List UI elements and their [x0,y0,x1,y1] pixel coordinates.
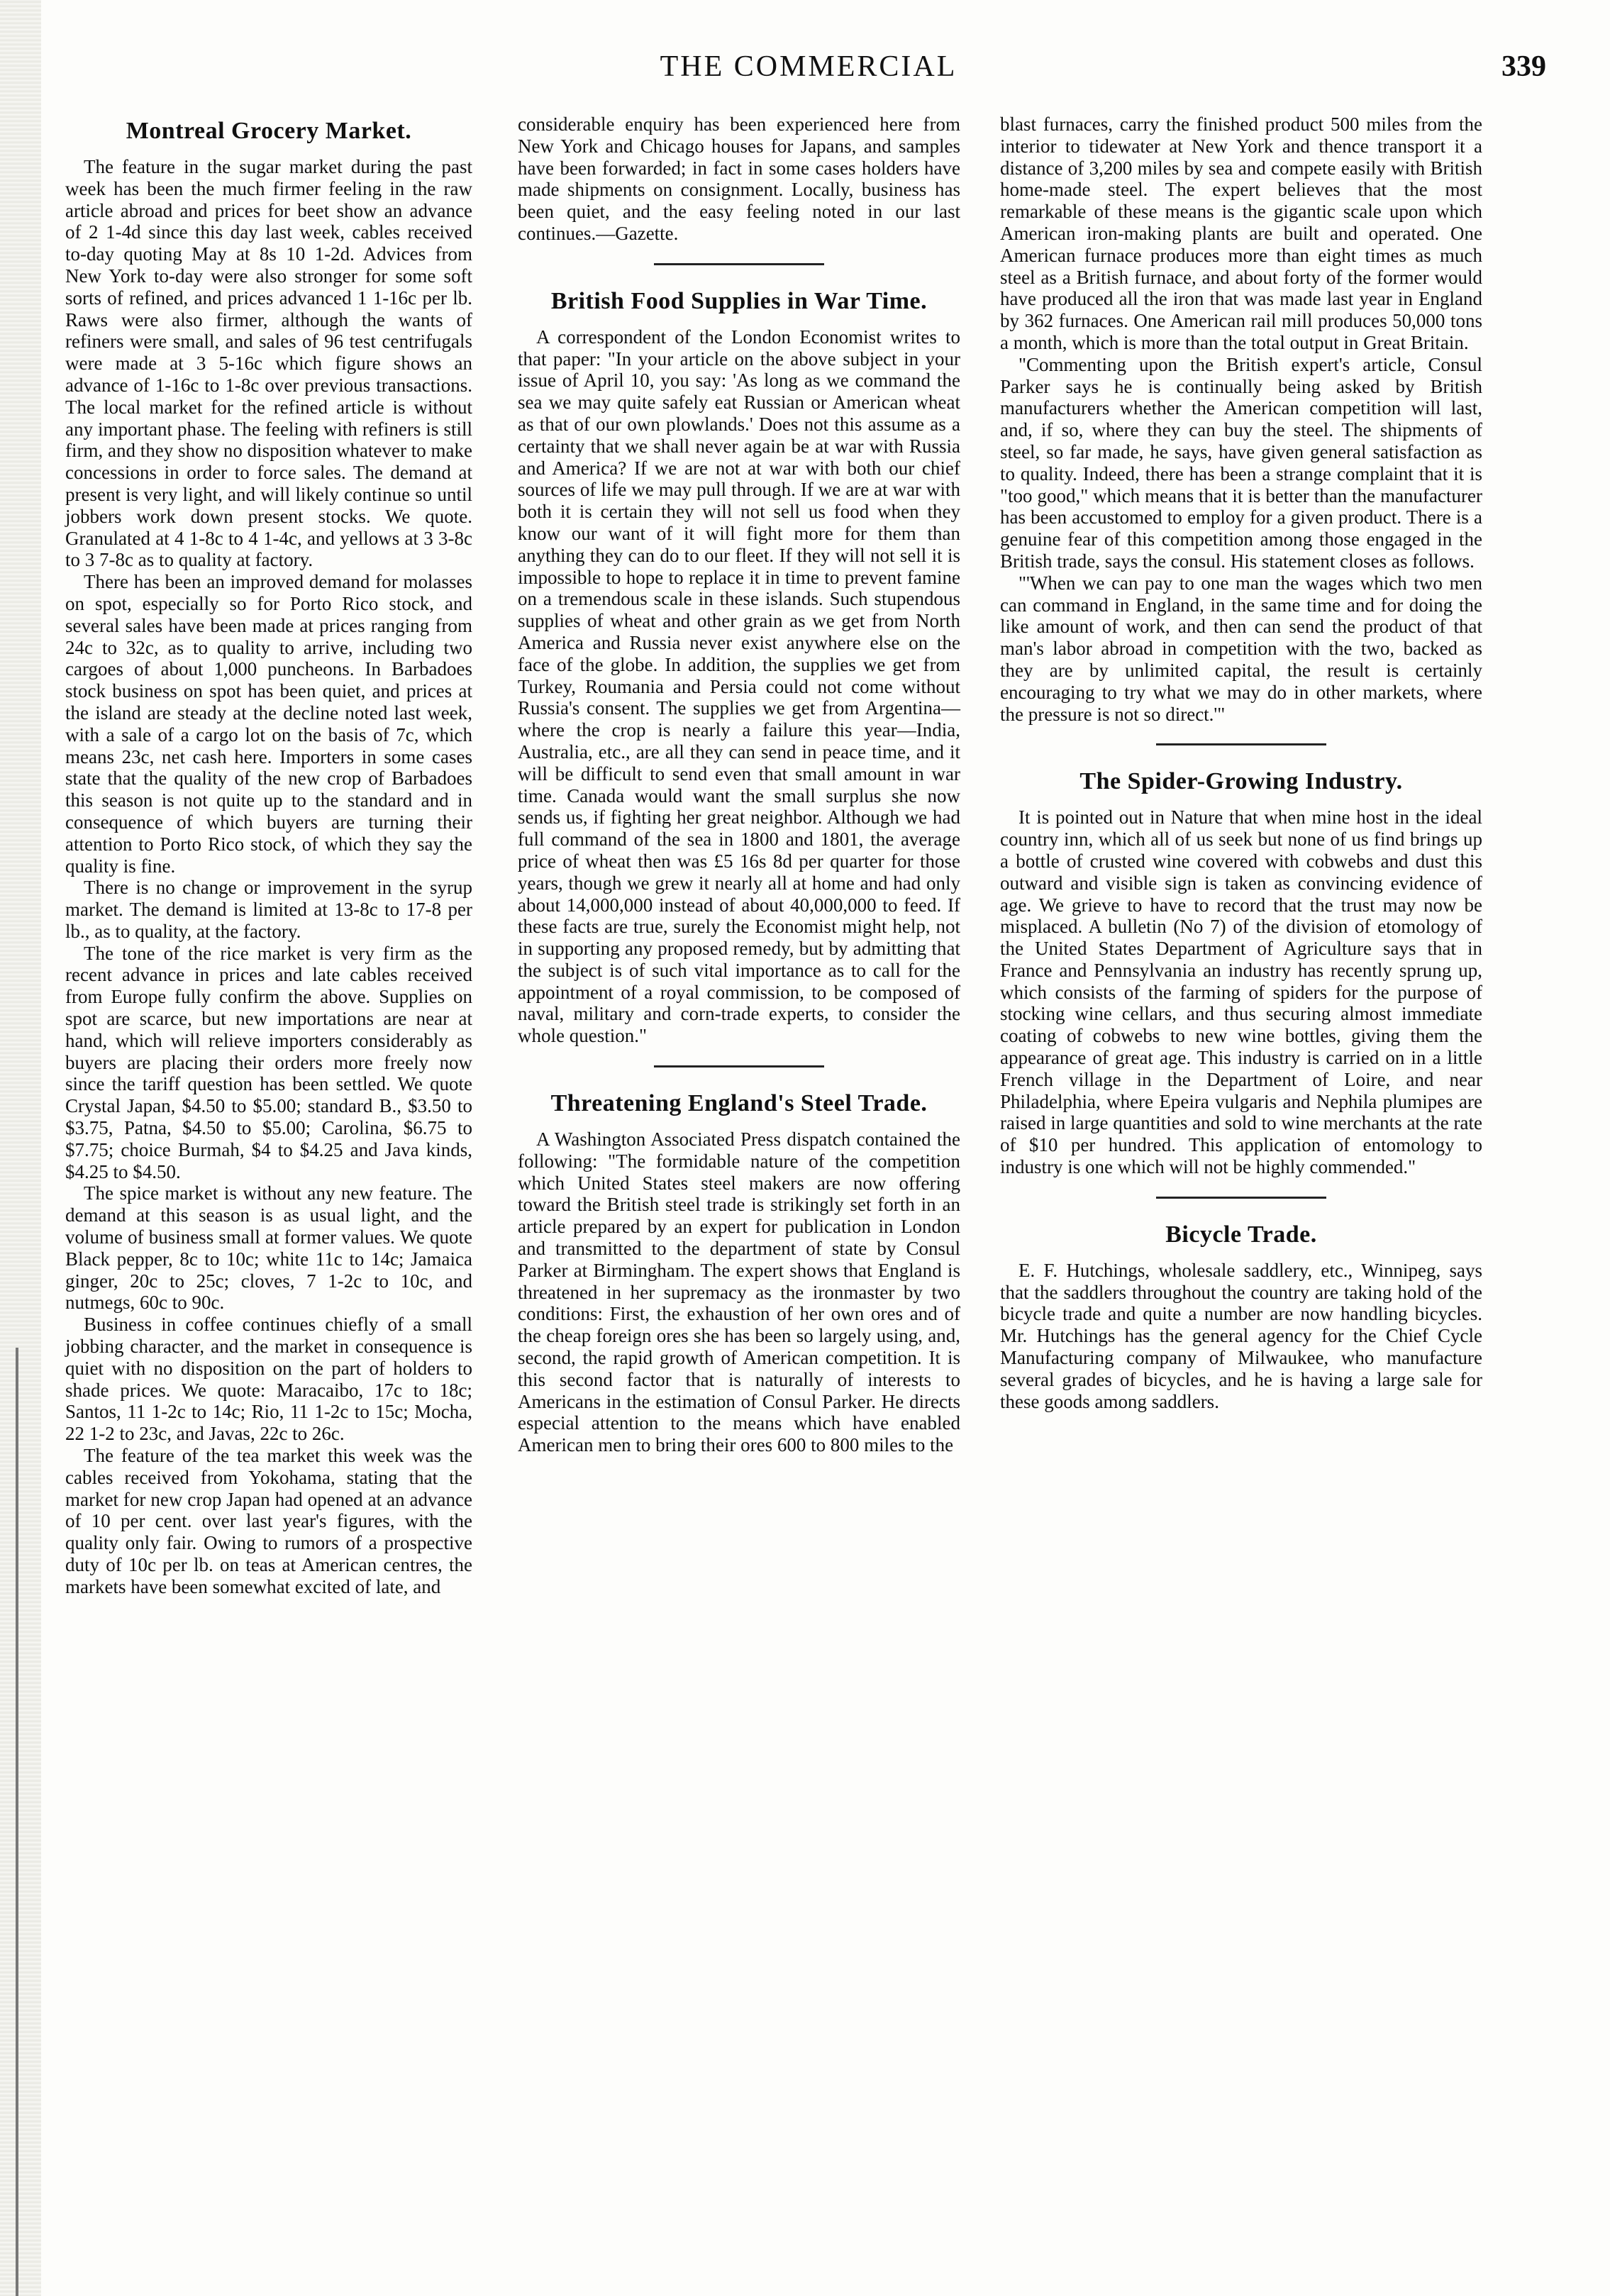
paragraph: There is no change or improvement in the syrup market. The demand is limited at 13-8c to 17-8 per lb., as to quality, at the factory. [65,877,472,942]
headline-steel-trade: Threatening England's Steel Trade. [550,1090,928,1117]
article-divider [654,263,824,265]
headline-spider-growing: The Spider-Growing Industry. [1079,768,1403,795]
column-3 [1000,113,1482,1412]
column-2 [518,113,960,1456]
binding-edge [0,0,41,2296]
paragraph: "Commenting upon the British expert's article, Consul Parker says he is continually being asked by British manufacturers whether the American competition will last, and, if so, where they can buy the steel. The shipments of steel, so far made, he says, have given general satisfaction as to quality. Indeed, there has been a strange complaint that it is "too good," which means that it is better than the manufacturer has been accustomed to employ for a given product. There is a genuine fear of this competition among those engaged in the British trade, says the consul. His statement closes as follows. [1000,353,1482,572]
paragraph: A Washington Associated Press dispatch contained the following: "The formidable nature of the competition which United States steel makers are now offering toward the British steel trade is strikingly set forth in an article prepared by an expert for publication in London and transmitted to the department of state by Consul Parker at Birmingham. The expert shows that England is threatened in her supremacy as the ironmaster by two conditions: First, the exhaustion of her own ores and of the cheap foreign ores she has been so largely using, and, second, the rapid growth of American competition. It is this second factor that is naturally of interests to Americans in the estimation of Consul Parker. He directs especial attention to the means which have enabled American men to bring their ores 600 to 800 miles to the [518,1128,960,1456]
column-1 [65,113,472,1598]
running-head: THE COMMERCIAL [660,50,957,83]
paragraph: blast furnaces, carry the finished product 500 miles from the interior to tidewater at New York and thence transport it a distance of 3,200 miles by sea and compete easily with British home-made steel. The expert believes that the most remarkable of these means is the gigantic scale upon which American iron-making plants are built and operated. One American furnace produces more than eight times as much steel as a British furnace, and about forty of the former would have produced all the iron that was made last year in England by 362 furnaces. One American rail mill produces 50,000 tons a month, which is more than the total output in Great Britain. [1000,113,1482,353]
page-number: 339 [1501,50,1546,83]
page-header [71,50,1546,92]
paragraph: considerable enquiry has been experienced here from New York and Chicago houses for Japans, and samples have been forwarded; in fact in some cases holders have made shipments on consignment. Locally, business has been quiet, and the easy feeling noted in our last continues.—Gazette. [518,113,960,244]
paragraph: It is pointed out in Nature that when mine host in the ideal country inn, which all of us seek but none of us find brings up a bottle of crusted wine covered with cobwebs and dust this outward and visible sign is taken as convincing evidence of age. We grieve to have to record that the trust may now be misplaced. A bulletin (No 7) of the division of etomology of the United States Department of Agriculture says that in France and Pennsylvania an industry has recently sprung up, which consists of the farming of spiders for the purpose of stocking wine cellars, and thus securing almost immediate coating of cobwebs to new wine bottles, giving them the appearance of great age. This industry is carried on in a little French village in the Department of Loire, and near Philadelphia, where Epeira vulgaris and Nephila plumipes are raised in large quantities and sold to wine merchants at the rate of $10 per hundred. This application of entomology to industry is one which will not be highly commended." [1000,806,1482,1178]
paragraph: "'When we can pay to one man the wages which two men can command in England, in the same time and for doing the like amount of work, and then can send the product of that man's labor abroad in competition with the two, backed as they are by unlimited capital, the result is certainly encouraging to try what we may do in other markets, where the pressure is not so direct.'" [1000,572,1482,725]
paragraph: E. F. Hutchings, wholesale saddlery, etc., Winnipeg, says that the saddlers throughout the country are taking hold of the bicycle trade and quite a number are now handling bicycles. Mr. Hutchings has the general agency for the Chief Cycle Manufacturing company of Milwaukee, who manufacture several grades of bicycles, and he is having a large sale for these goods among saddlers. [1000,1259,1482,1412]
paragraph: A correspondent of the London Economist writes to that paper: "In your article on the above subject in your issue of April 10, you say: 'As long as we command the sea we may quite safely eat Russian or American wheat as that of our own plowlands.' Does not this assume as a certainty that we shall never again be at war with Russia and America? If we are not at war with both our chief sources of life we may pull through. If we are at war with both it is certain they will not sell us food when they know our want of it will fight more for them than anything they can do to our fleet. If they will not sell it is impossible to hope to replace it in time to prevent famine on a tremendous scale in these islands. Such stupendous supplies of wheat and other grain as we get from North America and Russia never exist anywhere else on the face of the globe. In addition, the supplies we get from Turkey, Roumania and Persia could not come without Russia's consent. The supplies we get from Argentina—where the crop is nearly a failure this year—India, Australia, etc., are all they can send in peace time, and it will be difficult to send even that small amount in war time. Canada would want the small surplus she now sends us, if fighting her great neighbor. Although we had full command of the sea in 1800 and 1801, the average price of wheat then was £5 16s 8d per quarter for those years, though we grew it nearly all at home and had only about 14,000,000 instead of about 40,000,000 to feed. If these facts are true, surely the Economist might help, not in supporting any proposed remedy, but by admitting that the subject is of such vital importance as to call for the appointment of a royal commission, to be composed of naval, military and corn-trade experts, to consider the whole question." [518,326,960,1047]
paragraph: The tone of the rice market is very firm as the recent advance in prices and late cables received from Europe fully confirm the above. Supplies on spot are scarce, but new importations are near at hand, which will relieve importers considerably as buyers are placing their orders more freely now since the tariff question has been settled. We quote Crystal Japan, $4.50 to $5.00; standard B., $3.50 to $3.75, Patna, $4.50 to $5.00; Carolina, $6.75 to $7.75; choice Burmah, $4 to $4.25 and Java kinds, $4.25 to $4.50. [65,942,472,1182]
headline-bicycle-trade: Bicycle Trade. [1165,1221,1317,1248]
paragraph: There has been an improved demand for molasses on spot, especially so for Porto Rico stock, and several sales have been made at prices ranging from 24c to 32c, as to quality to arrive, including two cargoes of about 1,000 puncheons. In Barbadoes stock business on spot has been quiet, and prices at the island are steady at the decline noted last week, with a sale of a cargo lot on the basis of 7c, which means 23c, net cash here. Importers in some cases state that the quality of the new crop of Barbadoes this season is not quite up to the standard and in consequence of which buyers are turning their attention to Porto Rico stock, of which they say the quality is fine. [65,571,472,877]
headline-british-food: British Food Supplies in War Time. [550,287,928,314]
paragraph: The feature of the tea market this week was the cables received from Yokohama, stating that the market for new crop Japan had opened at an advance of 10 per cent. over last year's figures, with the quality only fair. Owing to rumors of a prospective duty of 10c per lb. on teas at American centres, the markets have been somewhat excited of late, and [65,1445,472,1597]
article-divider [1156,1197,1326,1199]
article-divider [654,1065,824,1067]
paragraph: The spice market is without any new feature. The demand at this season is as usual light, and the volume of business small at former values. We quote Black pepper, 8c to 10c; white 11c to 14c; Jamaica ginger, 20c to 25c; cloves, 7 1-2c to 10c, and nutmegs, 60c to 90c. [65,1182,472,1314]
margin-rule [16,1348,18,2296]
article-divider [1156,743,1326,745]
paragraph: The feature in the sugar market during the past week has been the much firmer feeling in the raw article abroad and prices for beet show an advance of 2 1-4d since this day last week, cables received to-day quoting May at 8s 10 1-2d. Advices from New York to-day were also stronger for some soft sorts of refined, and prices advanced 1 1-16c per lb. Raws were also firmer, although the wants of refiners were small, and sales of 96 test centrifugals were made at 3 5-16c which figure shows an advance of 1-16c to 1-8c over previous transactions. The local market for the refined article is without any important phase. The feeling with refiners is still firm, and they show no disposition whatever to make concessions in order to force sales. The demand at present is very light, and will likely continue so until jobbers work down present stocks. We quote. Granulated at 4 1-8c to 4 1-4c, and yellows at 3 3-8c to 3 7-8c as to quality at factory. [65,156,472,571]
headline-montreal-grocery: Montreal Grocery Market. [126,118,412,144]
paragraph: Business in coffee continues chiefly of a small jobbing character, and the market in consequence is quiet with no disposition on the part of holders to shade prices. We quote: Maracaibo, 17c to 18c; Santos, 11 1-2c to 14c; Rio, 11 1-2c to 15c; Mocha, 22 1-2 to 23c, and Javas, 22c to 26c. [65,1314,472,1445]
